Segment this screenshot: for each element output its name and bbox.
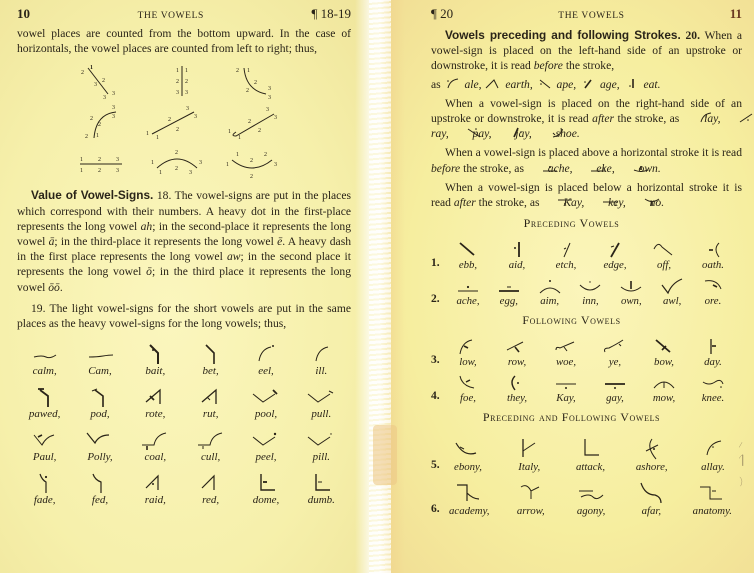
svg-text:2: 2	[90, 116, 93, 123]
shorthand-sign-icon	[304, 472, 338, 494]
example-cell: rut,	[183, 380, 238, 421]
shorthand-sign-icon	[484, 78, 502, 89]
svg-text:3: 3	[116, 157, 119, 164]
example-cell: coal,	[128, 423, 183, 464]
svg-text:1: 1	[238, 135, 241, 141]
shorthand-sign-icon	[648, 374, 680, 392]
shorthand-sign-icon	[697, 241, 729, 259]
example-cell: rote,	[128, 380, 183, 421]
svg-text:2: 2	[98, 157, 101, 164]
svg-text:2: 2	[175, 150, 178, 157]
hooked-upstroke-diagram	[222, 104, 282, 140]
shorthand-sign-icon	[535, 127, 553, 138]
shorthand-sign-icon	[194, 472, 228, 494]
svg-text:2: 2	[248, 119, 251, 126]
curve-stroke-diagram	[222, 64, 282, 100]
section-heading: Vowels preceding and following Strokes.	[445, 28, 681, 42]
section-19-paragraph: 19. The light vowel-signs for the short vowels are put in the same places as the heavy vowel-signs for the long vowels; thus,	[17, 301, 351, 331]
shorthand-sign-icon	[648, 241, 680, 259]
svg-text:2: 2	[250, 158, 253, 165]
example-cell: Cam,	[72, 337, 127, 378]
shorthand-sign-icon	[304, 343, 338, 365]
shorthand-sign-icon	[138, 343, 172, 365]
shorthand-sign-icon	[575, 437, 607, 461]
shorthand-sign-icon	[648, 338, 680, 356]
svg-text:2: 2	[85, 134, 88, 141]
shorthand-sign-icon	[194, 429, 228, 451]
svg-text:1: 1	[226, 162, 229, 169]
shorthand-sign-icon	[452, 338, 484, 356]
short-vowel-examples	[17, 337, 363, 507]
example-row-5: 5. ebony, Italy, attack, ashore, allay.	[431, 429, 742, 473]
section-20-paragraph-2: When a vowel-sign is placed on the right-hand side of an upstroke or downstroke, it is read after the stroke, as lay, ray, pay, jay, shoe.	[431, 96, 742, 142]
svg-text:3: 3	[268, 86, 271, 93]
example-cell: eel,	[238, 337, 293, 378]
svg-text:3: 3	[185, 90, 188, 97]
upward-curve-diagram	[72, 104, 132, 140]
svg-text:3: 3	[176, 90, 179, 97]
svg-text:1: 1	[146, 131, 149, 138]
shorthand-sign-icon	[249, 386, 283, 408]
shorthand-sign-icon	[501, 338, 533, 356]
svg-text:2: 2	[258, 128, 261, 135]
svg-text:2: 2	[246, 88, 249, 95]
shorthand-sign-icon	[550, 241, 582, 259]
shorthand-sign-icon	[452, 374, 484, 392]
arc-stroke-diagram	[147, 146, 207, 182]
shorthand-sign-icon	[683, 112, 701, 123]
example-cell: Paul,	[17, 423, 72, 464]
example-cell: ill.	[294, 337, 349, 378]
svg-text:2: 2	[176, 127, 179, 134]
shorthand-sign-icon	[635, 481, 667, 505]
example-cell: peel,	[238, 423, 293, 464]
upstroke-diagram	[142, 104, 202, 140]
example-cell: pod,	[72, 380, 127, 421]
shorthand-sign-icon	[452, 241, 484, 259]
example-cell: calm,	[17, 337, 72, 378]
shorthand-sign-icon	[697, 437, 729, 461]
shorthand-sign-icon	[599, 374, 631, 392]
shorthand-sign-icon	[194, 343, 228, 365]
intro-paragraph: vowel places are counted from the bottom upward. In the case of horizontals, the vowel places are counted from left to right; thus,	[17, 27, 351, 56]
example-row-6: 6. academy, arrow, agony, afar, anatomy.	[431, 473, 742, 517]
shorthand-sign-icon	[452, 437, 484, 461]
svg-text:3: 3	[189, 170, 192, 177]
example-cell: dome,	[238, 466, 293, 507]
svg-text:1: 1	[80, 168, 83, 175]
example-cell: pawed,	[17, 380, 72, 421]
svg-text:3: 3	[199, 160, 202, 167]
svg-text:3: 3	[116, 168, 119, 175]
example-row-3: 3. low, row, woe, ye, bow, day.	[431, 332, 742, 368]
shorthand-sign-icon	[304, 386, 338, 408]
svg-text:1: 1	[159, 170, 162, 177]
svg-text:2: 2	[250, 174, 253, 181]
shorthand-sign-icon	[28, 343, 62, 365]
shorthand-sign-icon	[501, 374, 533, 392]
page-number: 10	[17, 6, 30, 21]
shorthand-sign-icon	[656, 277, 688, 295]
left-running-head	[17, 0, 363, 26]
shorthand-sign-icon	[575, 481, 607, 505]
example-cell: Polly,	[72, 423, 127, 464]
vowel-place-diagrams	[17, 62, 363, 182]
svg-text:2: 2	[175, 166, 178, 173]
shorthand-sign-icon	[575, 162, 593, 173]
shorthand-sign-icon	[536, 78, 554, 89]
shorthand-sign-icon	[452, 277, 484, 295]
svg-text:3: 3	[268, 95, 271, 101]
svg-text:2: 2	[102, 78, 105, 85]
svg-text:1: 1	[90, 65, 93, 72]
shorthand-sign-icon	[697, 277, 729, 295]
shorthand-sign-icon	[579, 78, 597, 89]
shorthand-sign-icon	[629, 196, 647, 207]
running-title: THE VOWELS	[558, 11, 625, 21]
pencil-marginalia	[732, 440, 750, 493]
shorthand-sign-icon	[494, 127, 512, 138]
shorthand-sign-icon	[138, 429, 172, 451]
example-cell: fade,	[17, 466, 72, 507]
svg-text:3: 3	[112, 105, 115, 112]
shorthand-sign-icon	[527, 162, 545, 173]
shorthand-sign-icon	[599, 241, 631, 259]
shorthand-sign-icon	[83, 429, 117, 451]
example-cell: raid,	[128, 466, 183, 507]
section-18-paragraph: Value of Vowel-Signs. 18. The vowel-signs are put in the places which correspond with their numbers. A heavy dot in the first-place represents the long vowel ah; in the second-place it represents the long vowel ā; in the third-place it represents the long vowel ē. A heavy dash in the first place represents the long vowel aw; in the second place it represents the long vowel ō; in the third place it represents the long vowel ōō.	[17, 188, 352, 294]
shorthand-sign-icon	[28, 429, 62, 451]
right-page	[377, 0, 754, 573]
page-number: 11	[729, 6, 742, 21]
section-20-paragraph-1: Vowels preceding and following Strokes. 20. When a vowel-sign is placed on the left-hand side of an upstroke or downstroke, it is read before the stroke,	[431, 28, 742, 73]
shorthand-sign-icon	[249, 429, 283, 451]
svg-text:3: 3	[103, 95, 106, 101]
svg-text:3: 3	[266, 107, 269, 114]
svg-text:1: 1	[156, 135, 159, 141]
shorthand-sign-icon	[83, 343, 117, 365]
shorthand-sign-icon	[28, 386, 62, 408]
svg-text:1: 1	[236, 152, 239, 159]
running-title: THE VOWELS	[137, 11, 204, 21]
svg-text:2: 2	[168, 117, 171, 124]
svg-text:3: 3	[94, 82, 97, 89]
svg-text:3: 3	[274, 162, 277, 169]
shorthand-sign-icon	[542, 196, 560, 207]
shorthand-sign-icon	[587, 196, 605, 207]
svg-text:1: 1	[247, 68, 250, 75]
example-cell: cull,	[183, 423, 238, 464]
shorthand-sign-icon	[453, 481, 485, 505]
preceding-vowels-title: Preceding Vowels	[523, 216, 620, 231]
p1-examples-line: as ale, earth, ape, age, eat.	[431, 77, 661, 91]
svg-text:1: 1	[185, 68, 188, 75]
svg-text:2: 2	[176, 79, 179, 86]
paragraph-ref: ¶ 20	[431, 6, 454, 21]
example-cell: pull.	[294, 380, 349, 421]
shorthand-sign-icon	[249, 472, 283, 494]
svg-text:2: 2	[98, 122, 101, 129]
example-row-2: 2. ache, egg, aim, inn, own, awl, ore.	[431, 271, 742, 307]
shorthand-sign-icon	[501, 241, 533, 259]
shorthand-sign-icon	[83, 472, 117, 494]
svg-text:3: 3	[194, 114, 197, 121]
shorthand-sign-icon	[636, 437, 668, 461]
shorthand-sign-icon	[550, 374, 582, 392]
shorthand-sign-icon	[28, 472, 62, 494]
sag-stroke-diagram	[222, 146, 282, 182]
shorthand-sign-icon	[138, 472, 172, 494]
shorthand-sign-icon	[697, 338, 729, 356]
example-cell: bet,	[183, 337, 238, 378]
svg-text:3: 3	[112, 114, 115, 121]
example-cell: bait,	[128, 337, 183, 378]
downstroke-slant-diagram	[72, 64, 132, 100]
shorthand-sign-icon	[513, 437, 545, 461]
shorthand-sign-icon	[623, 78, 641, 89]
shorthand-sign-icon	[304, 429, 338, 451]
svg-text:2: 2	[254, 80, 257, 87]
svg-text:1: 1	[96, 133, 99, 140]
example-cell: red,	[183, 466, 238, 507]
preceding-and-following-title: Preceding and Following Vowels	[482, 410, 661, 425]
shorthand-sign-icon	[249, 343, 283, 365]
shorthand-sign-icon	[493, 277, 525, 295]
shorthand-sign-icon	[615, 277, 647, 295]
shorthand-sign-icon	[138, 386, 172, 408]
section-heading: Value of Vowel-Signs.	[31, 188, 154, 203]
svg-text:2: 2	[98, 168, 101, 175]
shorthand-sign-icon	[574, 277, 606, 295]
svg-text:1: 1	[80, 157, 83, 164]
example-cell: fed,	[72, 466, 127, 507]
section-20-paragraph-4: When a vowel-sign is placed below a horizontal stroke it is read after the stroke, as Kay, key, no.	[431, 180, 742, 210]
shorthand-sign-icon	[618, 162, 636, 173]
shorthand-sign-icon	[194, 386, 228, 408]
svg-text:3: 3	[274, 115, 277, 122]
shorthand-sign-icon	[515, 481, 547, 505]
horizontal-stroke-diagram	[72, 146, 132, 182]
example-cell: pool,	[238, 380, 293, 421]
shorthand-sign-icon	[696, 481, 728, 505]
shorthand-sign-icon	[724, 112, 742, 123]
shorthand-sign-icon	[444, 78, 462, 89]
svg-text:2: 2	[185, 79, 188, 86]
shorthand-sign-icon	[83, 386, 117, 408]
svg-text:3: 3	[112, 91, 115, 98]
shorthand-sign-icon	[534, 277, 566, 295]
svg-text:2: 2	[236, 68, 239, 75]
shorthand-sign-icon	[550, 338, 582, 356]
svg-text:1: 1	[151, 160, 154, 167]
shorthand-sign-icon	[452, 127, 470, 138]
following-vowels-title: Following Vowels	[522, 313, 621, 328]
example-row-4: 4. foe, they, Kay, gay, mow, knee.	[431, 368, 742, 404]
shorthand-sign-icon	[697, 374, 729, 392]
svg-text:1: 1	[176, 68, 179, 75]
vertical-stroke-diagram	[152, 64, 212, 100]
svg-text:2: 2	[264, 152, 267, 159]
right-running-head	[431, 0, 742, 26]
section-20-paragraph-3: When a vowel-sign is placed above a horizontal stroke it is read before the stroke, as ache, eke, own.	[431, 146, 742, 175]
svg-text:2: 2	[81, 70, 84, 77]
example-cell: dumb.	[294, 466, 349, 507]
paragraph-ref: ¶ 18-19	[311, 6, 351, 21]
svg-text:1: 1	[228, 129, 231, 136]
example-cell: pill.	[294, 423, 349, 464]
shorthand-sign-icon	[599, 338, 631, 356]
svg-text:3: 3	[186, 106, 189, 113]
example-row-1: 1. ebb, aid, etch, edge, off, oath.	[431, 235, 742, 271]
